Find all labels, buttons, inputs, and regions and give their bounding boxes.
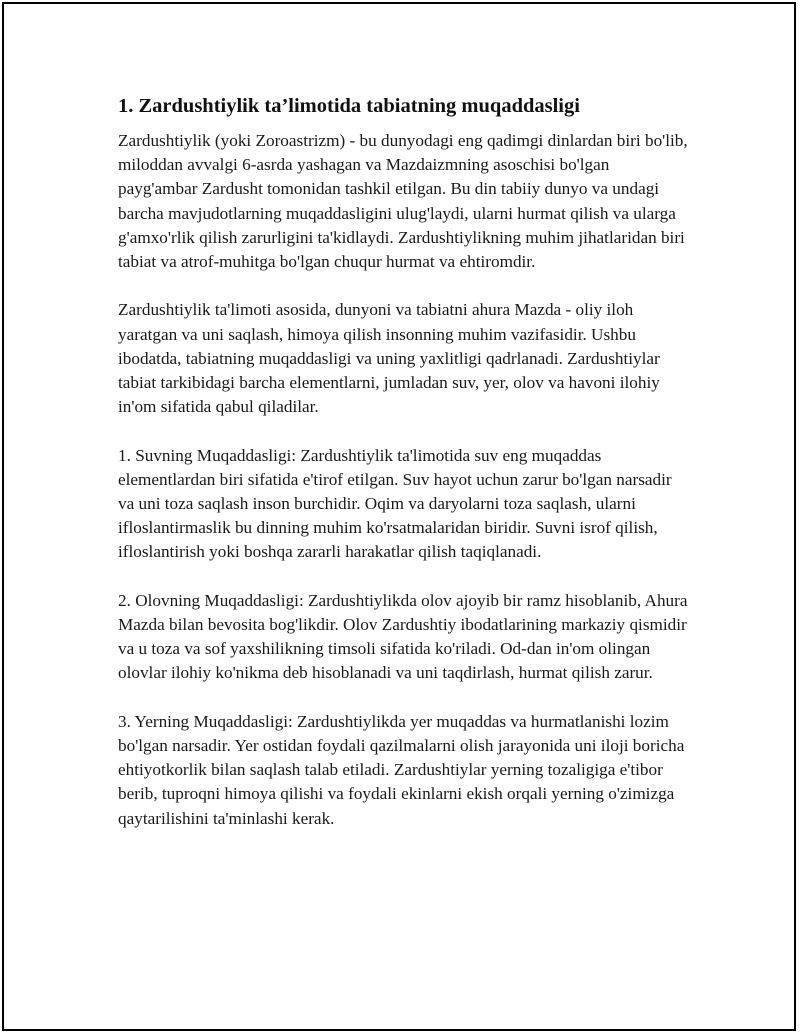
document-title: 1. Zardushtiylik ta’limotida tabiatning muqaddasligi (118, 95, 580, 117)
paragraph-intro: Zardushtiylik (yoki Zoroastrizm) - bu dunyodagi eng qadimgi dinlardan biri bo'lib, miloddan avvalgi 6-asrda yashagan va Mazdaizmning asoschisi bo'lgan payg'ambar Zardusht tomonidan tashkil etilgan. Bu din tabiiy dunyo va undagi barcha mavjudotlarning muqaddasligini ulug'laydi, ularni hurmat qilish va ularga g'amxo'rlik qilish zarurligini ta'kidlaydi. Zardushtiylikning muhim jihatlaridan biri tabiat va atrof-muhitga bo'lgan chuqur hurmat va ehtiromdir. (118, 131, 688, 272)
paragraph-teaching: Zardushtiylik ta'limoti asosida, dunyoni va tabiatni ahura Mazda - oliy iloh yaratgan va uni saqlash, himoya qilish insonning muhim vazifasidir. Ushbu ibodatda, tabiatning muqaddasligi va uning yaxlitligi qadrlanadi. Zardushtiylar tabiat tarkibidagi barcha elementlarni, jumladan suv, yer, olov va havoni ilohiy in'om sifatida qabul qiladilar. (118, 300, 660, 417)
paragraph-earth: 3. Yerning Muqaddasligi: Zardushtiylikda yer muqaddas va hurmatlanishi lozim bo'lgan narsadir. Yer ostidan foydali qazilmalarni olish jarayonida uni iloji boricha ehtiyotkorlik bilan saqlash talab etiladi. Zardushtiylar yerning tozaligiga e'tibor berib, tuproqni himoya qilishi va foydali ekinlarni ekish orqali yerning o'zimizga qaytarilishini ta'minlashi kerak. (118, 711, 685, 828)
paragraph-fire: 2. Olovning Muqaddasligi: Zardushtiylikda olov ajoyib bir ramz hisoblanib, Ahura Mazda bilan bevosita bog'likdir. Olov Zardushtiy ibodatlarining markaziy qismidir va u toza va sof yaxshilikning timsoli sifatida ko'riladi. Od-dan in'om olingan olovlar ilohiy ko'nikma deb hisoblanadi va uni taqdirlash, hurmat qilish zarur. (118, 590, 688, 683)
paragraph-water: 1. Suvning Muqaddasligi: Zardushtiylik ta'limotida suv eng muqaddas elementlardan biri sifatida e'tirof etilgan. Suv hayot uchun zarur bo'lgan narsadir va uni toza saqlash inson burchidir. Oqim va daryolarni toza saqlash, ularni ifloslantirmaslik bu dinning muhim ko'rsatmalaridan biridir. Suvni isrof qilish, ifloslantirish yoki boshqa zararli harakatlar qilish taqiqlanadi. (118, 445, 672, 562)
document-body (118, 93, 690, 855)
